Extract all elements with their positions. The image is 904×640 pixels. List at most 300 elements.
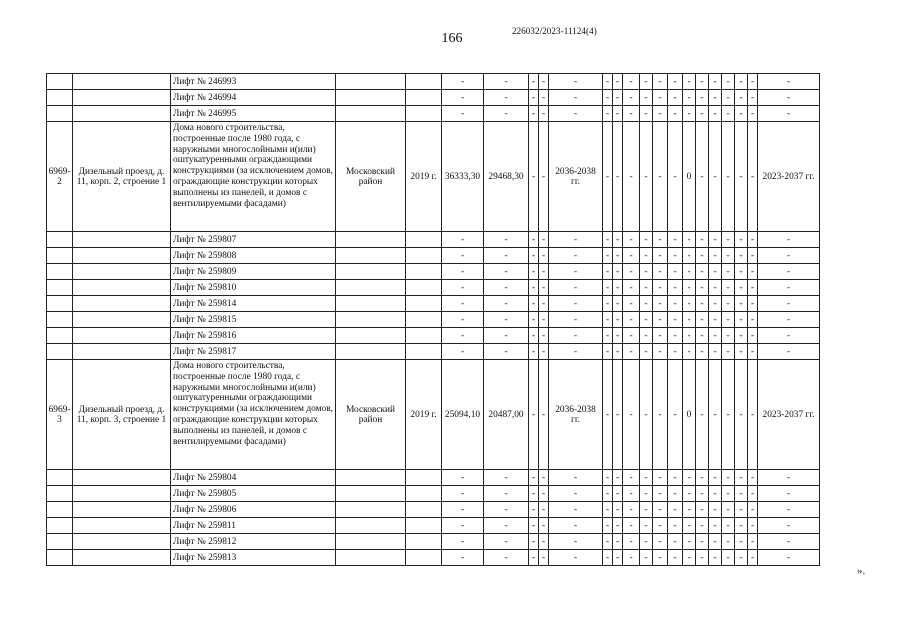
empty-cell [47,74,73,90]
dash-cell: - [539,486,549,502]
dash-cell: - [653,122,668,232]
dash-cell: - [696,248,709,264]
dash-cell: - [758,534,820,550]
dash-cell: - [623,486,640,502]
dash-cell: - [748,486,758,502]
dash-cell: - [442,534,484,550]
empty-cell [73,550,171,566]
dash-cell: - [484,328,529,344]
dash-cell: - [748,518,758,534]
dash-cell: - [758,232,820,248]
empty-cell [73,470,171,486]
dash-cell: - [709,232,722,248]
dash-cell: - [758,344,820,360]
dash-cell: - [549,312,603,328]
empty-cell [336,248,406,264]
dash-cell: - [613,296,623,312]
dash-cell: - [484,106,529,122]
dash-cell: - [696,232,709,248]
dash-cell: - [748,534,758,550]
dash-cell: - [696,518,709,534]
dash-cell: - [484,248,529,264]
lift-label: Лифт № 259806 [171,502,336,518]
dash-cell: - [722,470,735,486]
empty-cell [47,328,73,344]
dash-cell: - [709,470,722,486]
area-total: 36333,30 [442,122,484,232]
dash-cell: - [735,264,748,280]
lift-label: Лифт № 259815 [171,312,336,328]
dash-cell: - [748,502,758,518]
dash-cell: - [709,502,722,518]
empty-cell [47,296,73,312]
dash-cell: - [653,360,668,470]
page-number: 166 [441,31,463,46]
dash-cell: - [549,296,603,312]
dash-cell: - [623,248,640,264]
dash-cell: - [484,502,529,518]
dash-cell: - [640,90,653,106]
dash-cell: - [529,486,539,502]
dash-cell: - [640,122,653,232]
dash-cell: - [758,280,820,296]
dash-cell: - [748,264,758,280]
dash-cell: - [722,106,735,122]
dash-cell: - [653,534,668,550]
dash-cell: - [640,344,653,360]
dash-cell: - [613,74,623,90]
dash-cell: - [529,470,539,486]
empty-cell [406,344,442,360]
dash-cell: - [539,470,549,486]
dash-cell: - [549,280,603,296]
dash-cell: - [549,534,603,550]
dash-cell: - [603,550,613,566]
dash-cell: - [529,550,539,566]
dash-cell: - [640,550,653,566]
dash-cell: - [653,106,668,122]
empty-cell [336,106,406,122]
empty-cell [47,90,73,106]
empty-cell [73,280,171,296]
empty-cell [406,74,442,90]
dash-cell: - [696,122,709,232]
dash-cell: - [442,470,484,486]
lift-row [47,550,820,566]
dash-cell: - [668,534,683,550]
empty-cell [336,470,406,486]
dash-cell: - [613,264,623,280]
dash-cell: - [683,534,696,550]
dash-cell: - [696,90,709,106]
dash-cell: - [623,280,640,296]
empty-cell [406,534,442,550]
dash-cell: - [623,518,640,534]
dash-cell: - [653,550,668,566]
empty-cell [406,328,442,344]
empty-cell [336,486,406,502]
dash-cell: - [549,74,603,90]
empty-cell [406,470,442,486]
dash-cell: - [613,518,623,534]
dash-cell: - [613,486,623,502]
dash-cell: - [758,518,820,534]
empty-cell [406,280,442,296]
dash-cell: - [484,280,529,296]
lift-label: Лифт № 259816 [171,328,336,344]
empty-cell [47,486,73,502]
empty-cell [406,106,442,122]
dash-cell: - [442,248,484,264]
dash-cell: - [709,360,722,470]
dash-cell: - [539,296,549,312]
dash-cell: - [653,74,668,90]
dash-cell: - [722,248,735,264]
zero-value: 0 [683,360,696,470]
lift-label: Лифт № 259810 [171,280,336,296]
lift-label: Лифт № 259809 [171,264,336,280]
area-living: 20487,00 [484,360,529,470]
dash-cell: - [683,502,696,518]
dash-cell: - [722,312,735,328]
dash-cell: - [735,344,748,360]
zero-value: 0 [683,122,696,232]
dash-cell: - [442,74,484,90]
dash-cell: - [683,106,696,122]
dash-cell: - [748,90,758,106]
dash-cell: - [529,248,539,264]
empty-cell [47,232,73,248]
dash-cell: - [735,518,748,534]
lift-label: Лифт № 246994 [171,90,336,106]
dash-cell: - [442,90,484,106]
dash-cell: - [653,296,668,312]
dash-cell: - [640,328,653,344]
dash-cell: - [613,232,623,248]
dash-cell: - [623,360,640,470]
dash-cell: - [442,280,484,296]
empty-cell [406,486,442,502]
dash-cell: - [683,550,696,566]
dash-cell: - [603,264,613,280]
lift-row [47,534,820,550]
dash-cell: - [735,232,748,248]
dash-cell: - [722,550,735,566]
dash-cell: - [529,502,539,518]
dash-cell: - [758,264,820,280]
dash-cell: - [683,470,696,486]
dash-cell: - [696,550,709,566]
dash-cell: - [668,122,683,232]
empty-cell [406,296,442,312]
dash-cell: - [722,534,735,550]
dash-cell: - [683,518,696,534]
dash-cell: - [549,264,603,280]
dash-cell: - [668,550,683,566]
lift-label: Лифт № 259812 [171,534,336,550]
lift-label: Лифт № 259807 [171,232,336,248]
dash-cell: - [696,264,709,280]
lift-label: Лифт № 259817 [171,344,336,360]
dash-cell: - [529,264,539,280]
dash-cell: - [442,502,484,518]
dash-cell: - [735,90,748,106]
dash-cell: - [709,106,722,122]
lift-row [47,312,820,328]
lift-row [47,328,820,344]
empty-cell [47,264,73,280]
dash-cell: - [549,106,603,122]
dash-cell: - [623,264,640,280]
dash-cell: - [653,502,668,518]
dash-cell: - [539,550,549,566]
empty-cell [336,534,406,550]
dash-cell: - [640,106,653,122]
lift-row [47,90,820,106]
lift-label: Лифт № 259813 [171,550,336,566]
dash-cell: - [735,360,748,470]
dash-cell: - [709,264,722,280]
dash-cell: - [668,106,683,122]
dash-cell: - [683,264,696,280]
dash-cell: - [640,232,653,248]
empty-cell [73,344,171,360]
dash-cell: - [696,360,709,470]
dash-cell: - [696,106,709,122]
dash-cell: - [529,328,539,344]
empty-cell [47,550,73,566]
lift-row [47,344,820,360]
construction-year: 2019 г. [406,122,442,232]
dash-cell: - [709,486,722,502]
dash-cell: - [709,328,722,344]
building-description: Дома нового строительства, построенные после 1980 года, с наружными многослойными и(или) оштукатуренными ограждающими конструкциями (за исключением домов, ограждающие конструкции которых выполнены из панелей, и домов с вентилируемыми фасадами) [171,360,336,470]
empty-cell [406,550,442,566]
empty-cell [336,550,406,566]
dash-cell: - [603,122,613,232]
dash-cell: - [735,328,748,344]
dash-cell: - [758,328,820,344]
dash-cell: - [696,470,709,486]
dash-cell: - [653,470,668,486]
lift-row [47,486,820,502]
dash-cell: - [668,328,683,344]
dash-cell: - [668,296,683,312]
dash-cell: - [529,74,539,90]
dash-cell: - [613,360,623,470]
building-address: Дизельный проезд, д. 11, корп. 2, строение 1 [73,122,171,232]
dash-cell: - [484,90,529,106]
register-table [46,73,820,566]
dash-cell: - [539,344,549,360]
dash-cell: - [709,550,722,566]
empty-cell [336,328,406,344]
dash-cell: - [549,502,603,518]
dash-cell: - [603,360,613,470]
dash-cell: - [683,328,696,344]
lift-row [47,264,820,280]
dash-cell: - [623,296,640,312]
dash-cell: - [653,232,668,248]
dash-cell: - [442,312,484,328]
empty-cell [47,106,73,122]
dash-cell: - [603,248,613,264]
dash-cell: - [653,486,668,502]
dash-cell: - [529,534,539,550]
dash-cell: - [640,264,653,280]
dash-cell: - [683,296,696,312]
dash-cell: - [758,550,820,566]
lift-row [47,280,820,296]
building-description: Дома нового строительства, построенные после 1980 года, с наружными многослойными и(или) оштукатуренными ограждающими конструкциями (за исключением домов, ограждающие конструкции которых выполнены из панелей, и домов с вентилируемыми фасадами) [171,122,336,232]
empty-cell [47,534,73,550]
dash-cell: - [758,296,820,312]
dash-cell: - [539,280,549,296]
dash-cell: - [484,264,529,280]
dash-cell: - [484,296,529,312]
dash-cell: - [696,534,709,550]
dash-cell: - [735,296,748,312]
dash-cell: - [613,312,623,328]
dash-cell: - [640,486,653,502]
empty-cell [406,502,442,518]
dash-cell: - [484,470,529,486]
dash-cell: - [549,90,603,106]
dash-cell: - [442,264,484,280]
dash-cell: - [623,312,640,328]
dash-cell: - [442,344,484,360]
lift-row [47,502,820,518]
dash-cell: - [603,232,613,248]
dash-cell: - [529,518,539,534]
dash-cell: - [640,74,653,90]
lift-row [47,470,820,486]
dash-cell: - [735,502,748,518]
dash-cell: - [696,74,709,90]
dash-cell: - [722,264,735,280]
dash-cell: - [603,328,613,344]
dash-cell: - [539,264,549,280]
dash-cell: - [623,74,640,90]
dash-cell: - [758,248,820,264]
empty-cell [406,518,442,534]
dash-cell: - [668,312,683,328]
dash-cell: - [549,470,603,486]
building-address: Дизельный проезд, д. 11, корп. 3, строение 1 [73,360,171,470]
empty-cell [73,328,171,344]
dash-cell: - [668,90,683,106]
empty-cell [336,90,406,106]
dash-cell: - [668,248,683,264]
dash-cell: - [640,360,653,470]
construction-year: 2019 г. [406,360,442,470]
building-number: 6969-3 [47,360,73,470]
dash-cell: - [668,360,683,470]
dash-cell: - [640,502,653,518]
empty-cell [73,248,171,264]
final-period: 2023-2037 гг. [758,360,820,470]
dash-cell: - [709,90,722,106]
dash-cell: - [603,296,613,312]
dash-cell: - [613,550,623,566]
dash-cell: - [640,248,653,264]
area-total: 25094,10 [442,360,484,470]
building-number: 6969-2 [47,122,73,232]
dash-cell: - [722,90,735,106]
dash-cell: - [549,344,603,360]
dash-cell: - [683,248,696,264]
lift-row [47,74,820,90]
dash-cell: - [748,280,758,296]
dash-cell: - [549,550,603,566]
dash-cell: - [529,312,539,328]
empty-cell [406,248,442,264]
dash-cell: - [640,312,653,328]
dash-cell: - [748,106,758,122]
dash-cell: - [668,518,683,534]
dash-cell: - [603,106,613,122]
dash-cell: - [735,122,748,232]
dash-cell: - [696,344,709,360]
lift-row [47,106,820,122]
dash-cell: - [623,502,640,518]
dash-cell: - [539,248,549,264]
lift-label: Лифт № 259814 [171,296,336,312]
dash-cell: - [653,344,668,360]
dash-cell: - [668,74,683,90]
dash-cell: - [539,90,549,106]
dash-cell: - [709,344,722,360]
dash-cell: - [722,360,735,470]
dash-cell: - [709,122,722,232]
empty-cell [47,248,73,264]
document-code: 226032/2023-11124(4) [512,26,597,36]
empty-cell [336,344,406,360]
final-period: 2023-2037 гг. [758,122,820,232]
dash-cell: - [603,312,613,328]
dash-cell: - [623,328,640,344]
dash-cell: - [696,296,709,312]
dash-cell: - [722,486,735,502]
dash-cell: - [735,534,748,550]
dash-cell: - [758,74,820,90]
empty-cell [336,280,406,296]
dash-cell: - [758,486,820,502]
empty-cell [47,518,73,534]
dash-cell: - [722,232,735,248]
dash-cell: - [539,360,549,470]
dash-cell: - [623,106,640,122]
dash-cell: - [613,534,623,550]
dash-cell: - [603,502,613,518]
dash-cell: - [529,296,539,312]
closing-quote: ». [857,565,866,577]
empty-cell [73,502,171,518]
dash-cell: - [640,470,653,486]
lift-label: Лифт № 246995 [171,106,336,122]
dash-cell: - [623,550,640,566]
lift-label: Лифт № 259805 [171,486,336,502]
empty-cell [73,518,171,534]
dash-cell: - [653,328,668,344]
dash-cell: - [709,518,722,534]
dash-cell: - [709,280,722,296]
dash-cell: - [442,106,484,122]
dash-cell: - [640,534,653,550]
empty-cell [406,232,442,248]
dash-cell: - [758,90,820,106]
dash-cell: - [539,74,549,90]
